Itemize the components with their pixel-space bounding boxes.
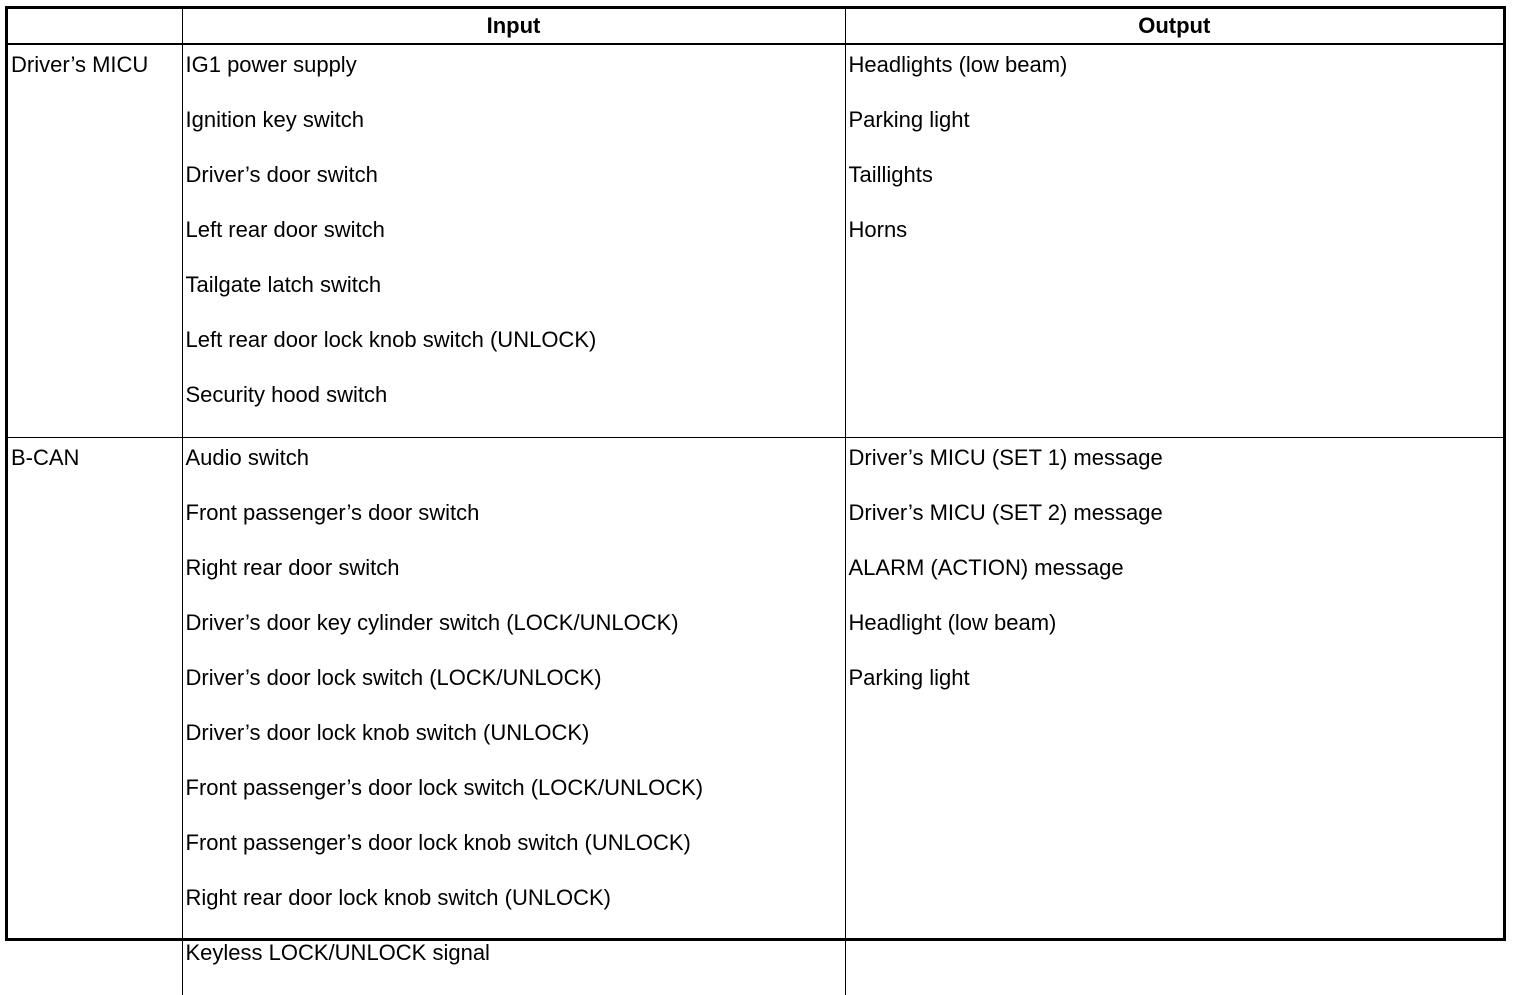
input-item: Security hood switch xyxy=(186,382,845,437)
output-item: Parking light xyxy=(849,665,1504,720)
input-item: Front passenger’s door switch xyxy=(186,500,845,555)
input-item: Driver’s door lock switch (LOCK/UNLOCK) xyxy=(186,665,845,720)
output-item: Headlights (low beam) xyxy=(849,52,1504,107)
output-item: Driver’s MICU (SET 2) message xyxy=(849,500,1504,555)
input-cell xyxy=(182,438,845,995)
input-item: Left rear door lock knob switch (UNLOCK) xyxy=(186,327,845,382)
input-cell xyxy=(182,44,845,438)
output-list xyxy=(846,438,1504,720)
output-list xyxy=(846,45,1504,272)
output-cell xyxy=(845,438,1503,995)
output-item: Parking light xyxy=(849,107,1504,162)
output-item: Taillights xyxy=(849,162,1504,217)
output-item: Driver’s MICU (SET 1) message xyxy=(849,445,1504,500)
header-input: Input xyxy=(182,9,845,44)
input-item: Tailgate latch switch xyxy=(186,272,845,327)
input-list xyxy=(183,438,845,995)
source-cell xyxy=(8,438,182,995)
input-item: Ignition key switch xyxy=(186,107,845,162)
input-item: IG1 power supply xyxy=(186,52,845,107)
input-item: Front passenger’s door lock knob switch (UNLOCK) xyxy=(186,830,845,885)
input-item: Driver’s door lock knob switch (UNLOCK) xyxy=(186,720,845,775)
io-table xyxy=(8,9,1503,995)
input-list xyxy=(183,45,845,437)
source-label: B-CAN xyxy=(8,438,182,471)
input-item: Driver’s door key cylinder switch (LOCK/UNLOCK) xyxy=(186,610,845,665)
input-item: Driver’s door switch xyxy=(186,162,845,217)
output-item: Horns xyxy=(849,217,1504,272)
table-row-b-can xyxy=(8,438,1503,995)
io-table-container xyxy=(5,6,1506,941)
input-item: Front passenger’s door lock switch (LOCK/UNLOCK) xyxy=(186,775,845,830)
output-item: ALARM (ACTION) message xyxy=(849,555,1504,610)
output-cell xyxy=(845,44,1503,438)
table-row-drivers-micu xyxy=(8,44,1503,438)
source-label: Driver’s MICU xyxy=(8,45,182,78)
header-output: Output xyxy=(845,9,1503,44)
input-item: Right rear door lock knob switch (UNLOCK) xyxy=(186,885,845,940)
input-item: Audio switch xyxy=(186,445,845,500)
header-source xyxy=(8,9,182,44)
input-item: Keyless LOCK/UNLOCK signal xyxy=(186,940,845,995)
output-item: Headlight (low beam) xyxy=(849,610,1504,665)
input-item: Left rear door switch xyxy=(186,217,845,272)
input-item: Right rear door switch xyxy=(186,555,845,610)
header-row xyxy=(8,9,1503,44)
source-cell xyxy=(8,44,182,438)
